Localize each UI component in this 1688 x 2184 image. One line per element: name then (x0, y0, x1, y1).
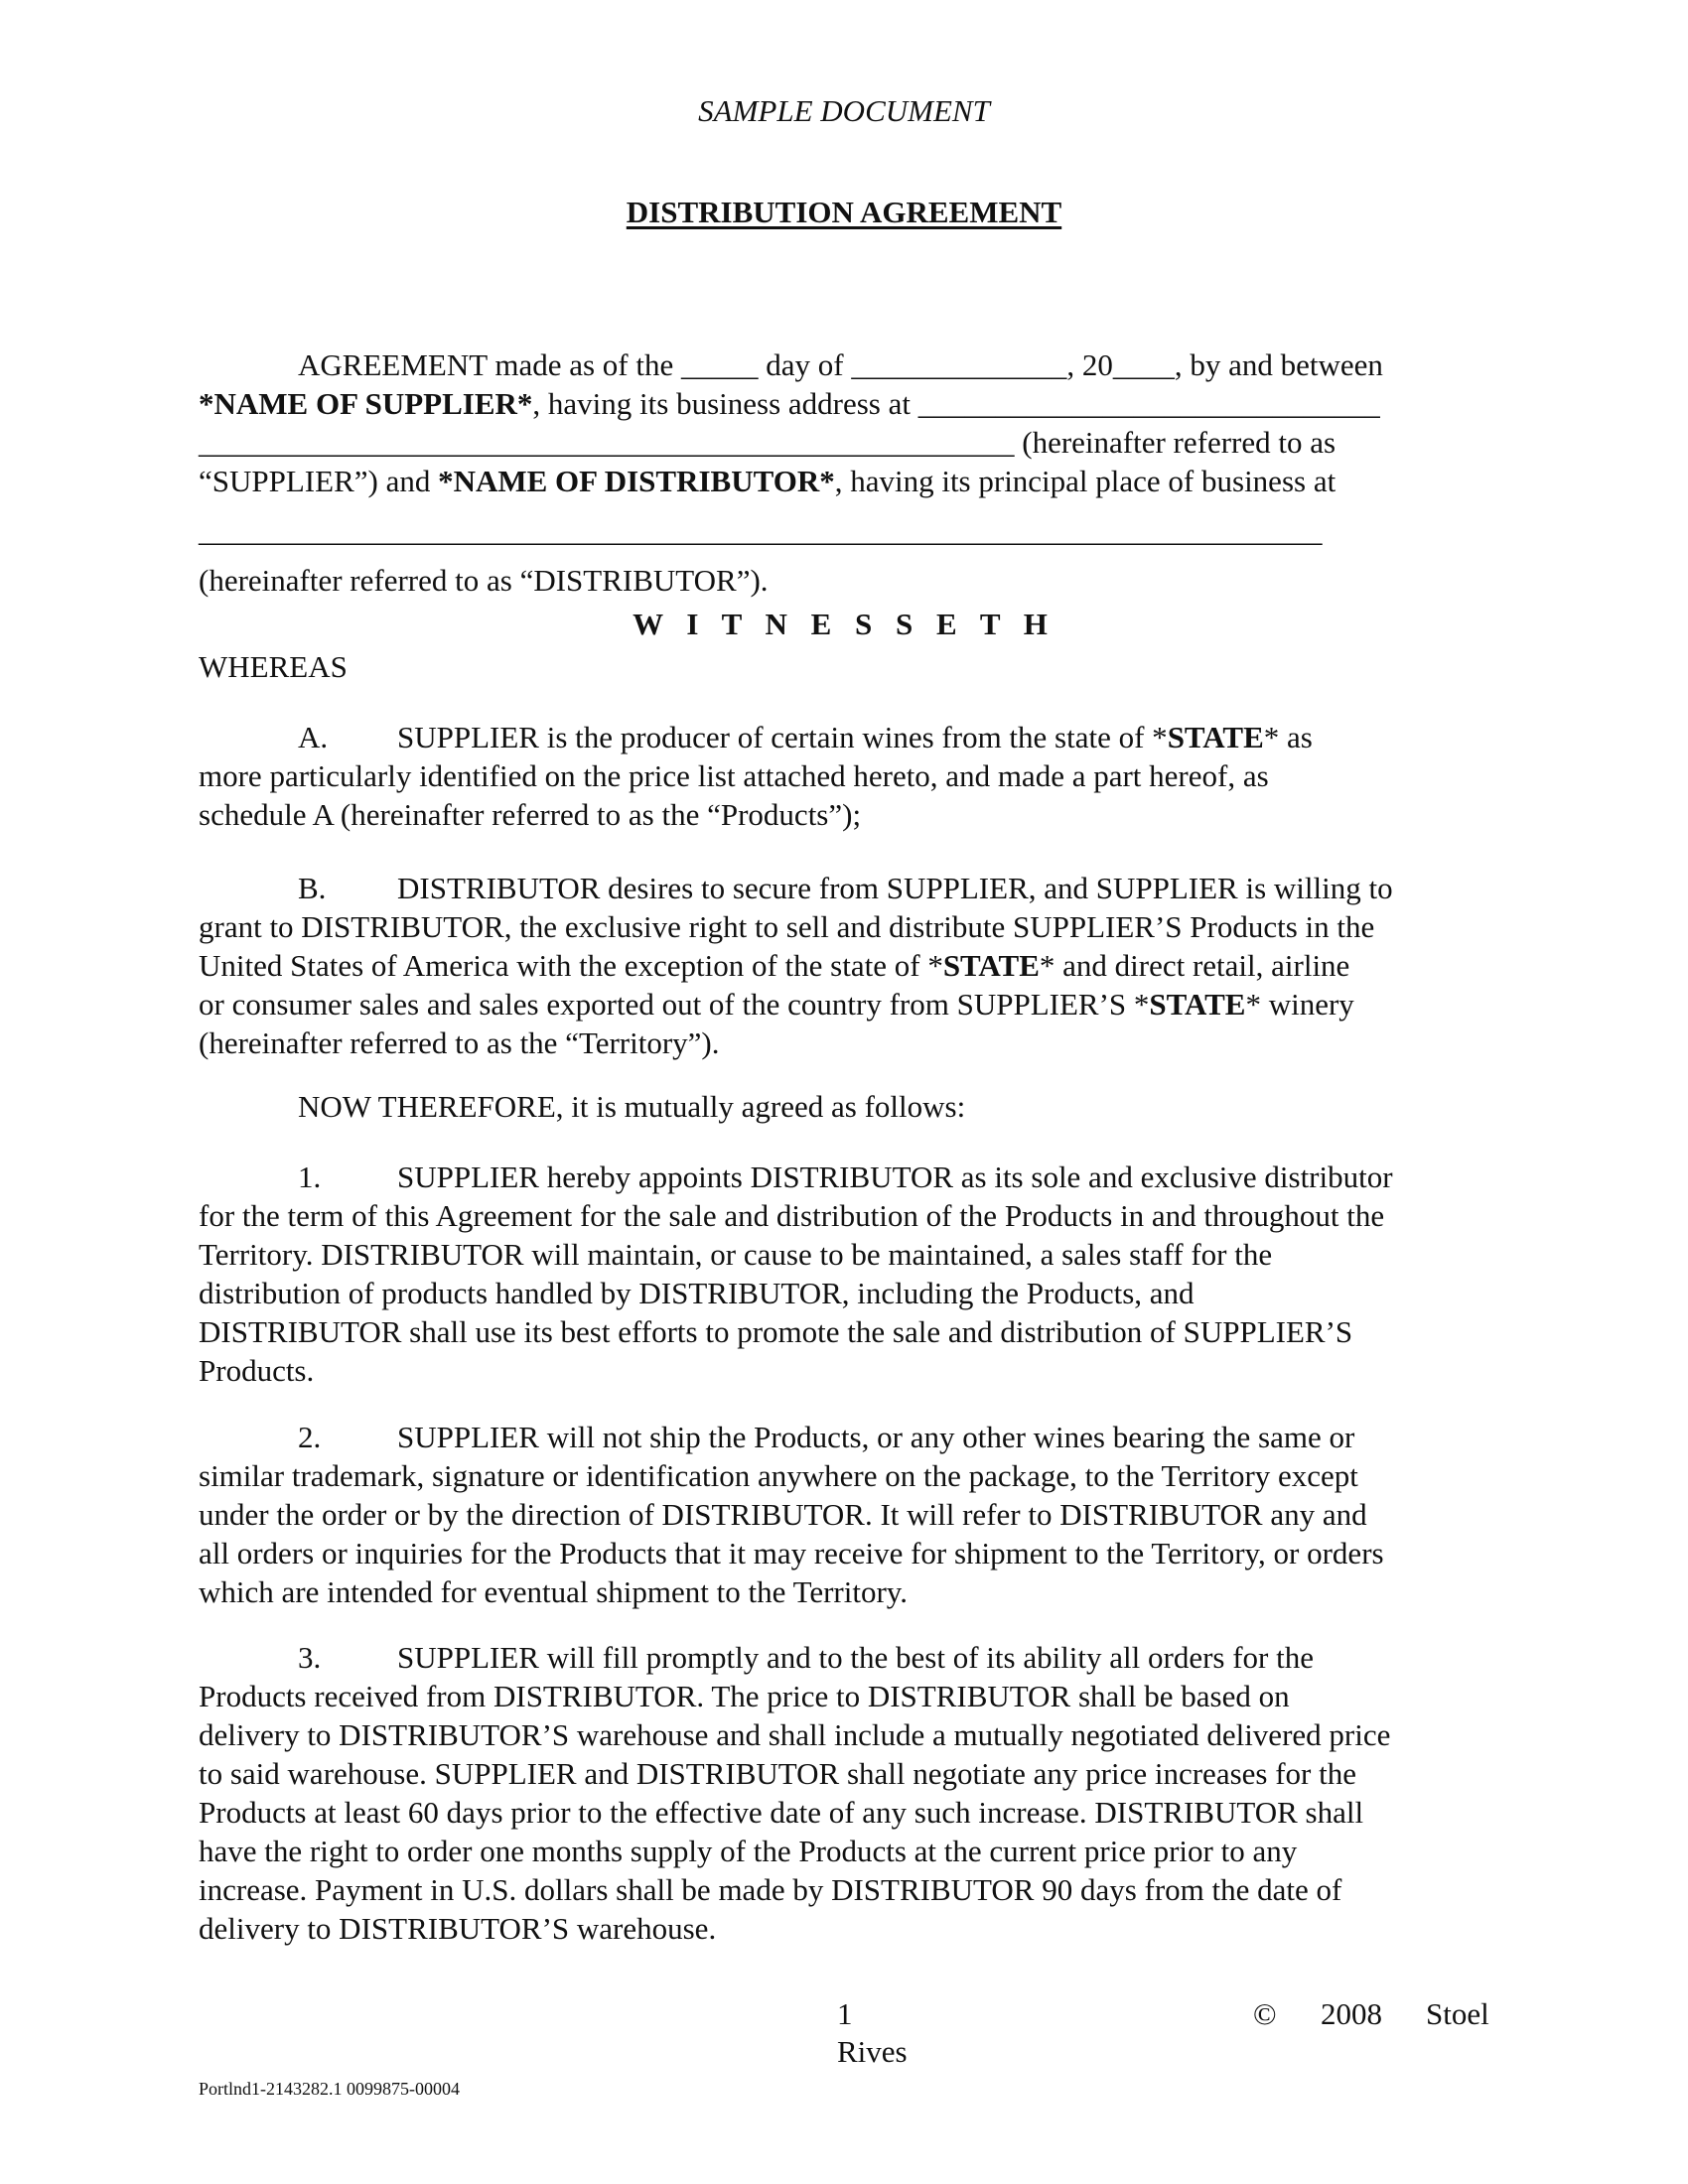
clause-1-number: 1. (298, 1160, 322, 1194)
recital-b-label: B. (298, 871, 327, 905)
witnesseth-heading: W I T N E S S E T H (633, 607, 1055, 641)
recital-a: A. SUPPLIER is the producer of certain wines from the state of *STATE* as more particularly identified on the price list attached hereto, and made a part hereof, as schedule A (hereinafter referred to as the “Products”); (199, 720, 1313, 832)
document-reference: Portlnd1-2143282.1 0099875-00004 (199, 2079, 460, 2099)
intro-line-1: AGREEMENT made as of the _____ day of ______________, 20____, by and between (298, 347, 1383, 382)
clause-3: 3. SUPPLIER will fill promptly and to the best of its ability all orders for the Products received from DISTRIBUTOR. The price to DISTRIBUTOR shall be based on delivery to DISTRIBUTOR’S warehouse and shall include a mutually negotiated delivered price to said warehouse. SUPPLIER and DISTRIBUTOR shall negotiate any price increases for the Products at least 60 days prior to the effective date of any such increase. DISTRIBUTOR shall have the right to order one months supply of the Products at the current price prior to any increase. Payment in U.S. dollars shall be made by DISTRIBUTOR 90 days from the date of delivery to DISTRIBUTOR’S warehouse. (199, 1640, 1391, 1946)
supplier-name-placeholder: *NAME OF SUPPLIER* (199, 386, 533, 421)
intro-line-3: _____________________________________________________ (hereinafter referred to as (199, 425, 1336, 460)
page-number: 1 (837, 1996, 853, 2031)
recital-b: B. DISTRIBUTOR desires to secure from SUPPLIER, and SUPPLIER is willing to grant to DISTRIBUTOR, the exclusive right to sell and distribute SUPPLIER’S Products in the United States of America with the exception of the state of *STATE* and direct retail, airline or consumer sales and sales exported out of the country from SUPPLIER’S *STATE* winery (hereinafter referred to as the “Territory”). (199, 871, 1393, 1060)
copyright-symbol: © (1253, 1996, 1277, 2031)
document-title: DISTRIBUTION AGREEMENT (626, 195, 1062, 229)
clause-1: 1. SUPPLIER hereby appoints DISTRIBUTOR as its sole and exclusive distributor for the term of this Agreement for the sale and distribution of the Products in and throughout the Territory. DISTRIBUTOR will maintain, or cause to be maintained, a sales staff for the distribution of products handled by DISTRIBUTOR, including the Products, and DISTRIBUTOR shall use its best efforts to promote the sale and distribution of SUPPLIER’S Products. (199, 1160, 1393, 1388)
intro-line-6: (hereinafter referred to as “DISTRIBUTOR”). (199, 563, 769, 598)
intro-paragraph (199, 345, 1499, 600)
copyright-year: 2008 (1321, 1996, 1382, 2031)
whereas-heading: WHEREAS (199, 649, 348, 684)
intro-line-5: _________________________________________________________________________ (199, 513, 1323, 548)
now-therefore-line: NOW THEREFORE, it is mutually agreed as follows: (298, 1089, 966, 1124)
clause-3-number: 3. (298, 1640, 322, 1675)
recital-a-label: A. (298, 720, 329, 754)
distributor-name-placeholder: *NAME OF DISTRIBUTOR* (438, 464, 835, 498)
intro-line-4: “SUPPLIER”) and *NAME OF DISTRIBUTOR*, having its principal place of business at (199, 464, 1336, 498)
clause-2: 2. SUPPLIER will not ship the Products, or any other wines bearing the same or similar trademark, signature or identification anywhere on the package, to the Territory except under the order or by the direction of DISTRIBUTOR. It will refer to DISTRIBUTOR any and all orders or inquiries for the Products that it may receive for shipment to the Territory, or orders which are intended for eventual shipment to the Territory. (199, 1420, 1384, 1609)
intro-line-2: *NAME OF SUPPLIER*, having its business address at ______________________________ (199, 386, 1380, 421)
footer-stoel: Stoel (1426, 1996, 1489, 2031)
footer-rives: Rives (837, 2034, 908, 2069)
clause-2-number: 2. (298, 1420, 322, 1454)
sample-document-label: SAMPLE DOCUMENT (698, 93, 990, 128)
